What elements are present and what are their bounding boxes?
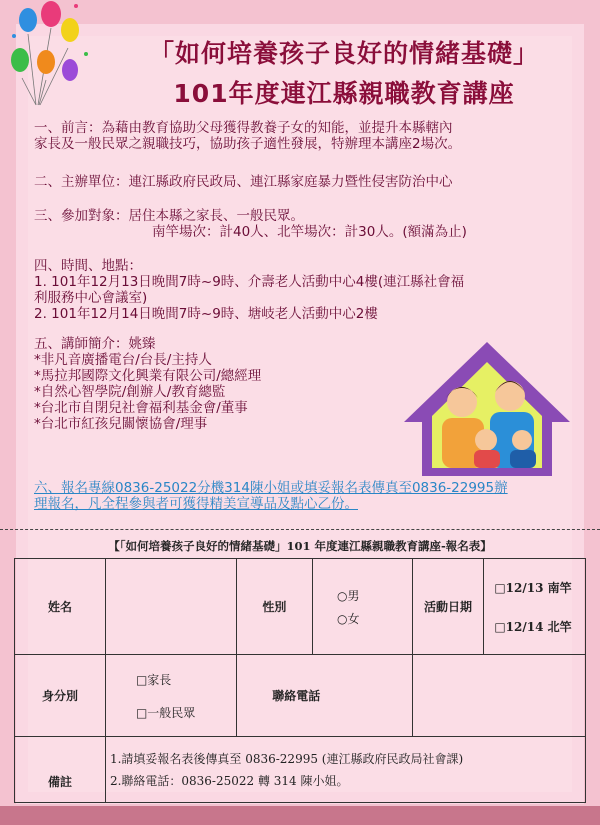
- speaker-item: *台北市自閉兒社會福利基金會/董事: [34, 400, 248, 416]
- gender-female-radio[interactable]: ○女: [336, 611, 360, 626]
- time-place-item-2: 2. 101年12月14日晚間7時~9時、塘岐老人活動中心2樓: [34, 306, 378, 322]
- remark-1: 1.請填妥報名表後傳真至 0836-22995 (連江縣政府民政局社會課): [109, 751, 464, 766]
- signup-line-1: 六、報名專線0836-25022分機314陳小姐或填妥報名表傳真至0836-22995辦: [34, 480, 508, 496]
- speaker-heading: 五、講師簡介：姚臻: [34, 336, 156, 352]
- gender-label: 性別: [236, 559, 312, 655]
- audience-line: 三、參加對象：居住本縣之家長、一般民眾。: [34, 208, 304, 224]
- bottom-bar: [0, 806, 600, 825]
- speaker-item: *自然心智學院/創辦人/教育總監: [34, 384, 226, 400]
- date-option-south[interactable]: □12/13 南竿: [494, 580, 572, 595]
- date-option-north[interactable]: □12/14 北竿: [494, 619, 572, 634]
- phone-label: 聯絡電話: [236, 655, 412, 737]
- gender-male-radio[interactable]: ○男: [336, 588, 360, 603]
- phone-field[interactable]: [412, 655, 585, 737]
- intro-line-2: 家長及一般民眾之親職技巧，協助孩子適性發展，特辦理本講座2場次。: [34, 136, 462, 152]
- gender-options: [312, 559, 412, 655]
- speaker-item: *馬拉邦國際文化興業有限公司/總經理: [34, 368, 262, 384]
- name-label: 姓名: [15, 559, 106, 655]
- cut-line: [0, 529, 600, 530]
- balloons-icon: [6, 0, 96, 110]
- organizer-line: 二、主辦單位：連江縣政府民政局、連江縣家庭暴力暨性侵害防治中心: [34, 174, 453, 190]
- poster-title-line1: 「如何培養孩子良好的情緒基礎」: [148, 39, 539, 68]
- identity-label: 身分別: [15, 655, 106, 737]
- remark-2: 2.聯絡電話：0836-25022 轉 314 陳小姐。: [109, 773, 349, 788]
- time-place-item-1b: 利服務中心會議室): [34, 290, 148, 306]
- time-place-heading: 四、時間、地點：: [34, 258, 142, 274]
- audience-quota-line: 南竿場次：計40人、北竿場次：計30人。(額滿為止): [152, 224, 467, 240]
- remarks-content: [105, 737, 585, 803]
- intro-line-1: 一、前言：為藉由教育協助父母獲得教養子女的知能，並提升本縣轄內: [34, 120, 453, 136]
- identity-parent-checkbox[interactable]: □家長: [135, 672, 172, 687]
- form-title: 【「如何培養孩子良好的情緒基礎」101 年度連江縣親職教育講座-報名表】: [108, 539, 492, 553]
- identity-options: [105, 655, 236, 737]
- poster-title-line2: 101年度連江縣親職教育講座: [173, 79, 515, 108]
- identity-public-checkbox[interactable]: □一般民眾: [135, 705, 196, 720]
- time-place-item-1a: 1. 101年12月13日晚間7時~9時、介壽老人活動中心4樓(連江縣社會福: [34, 274, 465, 290]
- family-house-icon: [402, 340, 572, 480]
- speaker-item: *台北市紅孩兒關懷協會/理事: [34, 416, 208, 432]
- registration-form-table: [14, 558, 586, 803]
- date-label: 活動日期: [412, 559, 484, 655]
- signup-info[interactable]: [34, 480, 574, 512]
- name-field[interactable]: [105, 559, 236, 655]
- remarks-label: 備註: [15, 737, 106, 803]
- speaker-item: *非凡音廣播電台/台長/主持人: [34, 352, 212, 368]
- signup-line-2: 理報名，凡全程參與者可獲得精美宣導品及點心乙份。: [34, 496, 358, 512]
- date-options: [484, 559, 586, 655]
